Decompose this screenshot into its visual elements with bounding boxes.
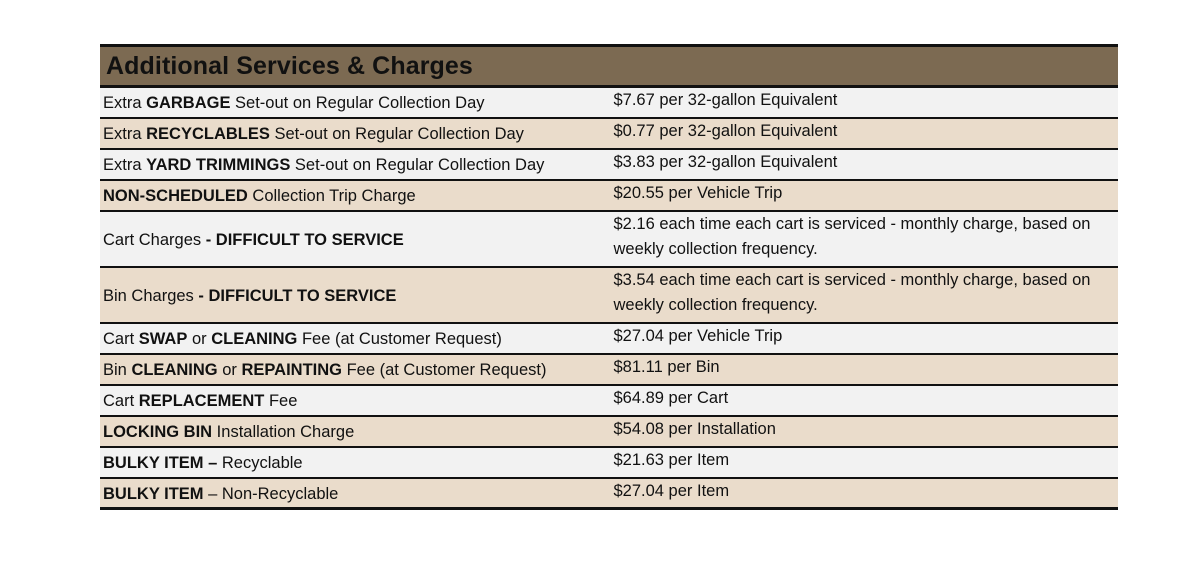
table-row (100, 88, 1118, 119)
services-charges-table (100, 44, 1118, 510)
service-label-text: Bin Charges (103, 286, 199, 305)
table-row (100, 181, 1118, 212)
service-label (103, 228, 404, 253)
table-row (100, 150, 1118, 181)
service-label-text: Extra (103, 94, 147, 112)
service-label-bold: YARD TRIMMINGS (146, 156, 291, 174)
service-label-bold: - DIFFICULT TO SERVICE (205, 230, 404, 249)
table-row (100, 386, 1118, 417)
service-cell (100, 268, 613, 322)
charge-value: $27.04 per Item (613, 482, 730, 500)
service-label-bold: REPLACEMENT (138, 392, 265, 410)
charge-value: $2.16 each time each cart is serviced - monthly charge, based on weekly collection frequency. (613, 215, 1091, 258)
service-label-text: Fee (at Customer Request) (297, 330, 502, 348)
table-row (100, 417, 1118, 448)
service-label-bold: SWAP (138, 330, 188, 348)
table-row (100, 212, 1118, 268)
service-label-text: or (187, 330, 212, 348)
service-cell (100, 355, 613, 384)
charge-value: $0.77 per 32-gallon Equivalent (613, 122, 838, 140)
service-cell (100, 324, 613, 353)
service-label-bold: GARBAGE (146, 94, 231, 112)
charge-cell (613, 324, 1119, 353)
service-label-bold: BULKY ITEM (103, 485, 204, 503)
service-label-text: Extra (103, 156, 147, 174)
service-label (103, 284, 396, 309)
service-label (103, 389, 297, 414)
charge-cell (613, 150, 1119, 179)
service-cell (100, 448, 613, 477)
service-label-bold: CLEANING (211, 330, 298, 348)
charge-cell (613, 268, 1119, 322)
service-label (103, 451, 303, 476)
service-label-bold: LOCKING BIN (103, 423, 213, 441)
service-cell (100, 181, 613, 210)
charge-cell (613, 88, 1119, 117)
service-label-bold: RECYCLABLES (146, 125, 270, 143)
charge-value: $7.67 per 32-gallon Equivalent (613, 91, 838, 109)
charge-value: $21.63 per Item (613, 451, 730, 469)
table-title: Additional Services & Charges (106, 51, 473, 80)
charge-value: $20.55 per Vehicle Trip (613, 184, 783, 202)
service-label-bold: NON-SCHEDULED (103, 187, 248, 205)
service-label-bold: - DIFFICULT TO SERVICE (198, 286, 397, 305)
charge-cell (613, 417, 1119, 446)
service-label-text: Extra (103, 125, 147, 143)
charge-cell (613, 386, 1119, 415)
service-label-text: Recyclable (217, 454, 303, 472)
service-cell (100, 417, 613, 446)
service-label-text: – Non-Recyclable (203, 485, 339, 503)
service-cell (100, 88, 613, 117)
charge-cell (613, 119, 1119, 148)
charge-cell (613, 355, 1119, 384)
service-cell (100, 479, 613, 507)
service-cell (100, 212, 613, 266)
service-label-text: Set-out on Regular Collection Day (290, 156, 545, 174)
service-label (103, 91, 485, 116)
service-cell (100, 119, 613, 148)
service-label-text: Bin (103, 361, 132, 379)
service-label (103, 420, 354, 445)
service-label-bold: REPAINTING (241, 361, 342, 379)
service-label-text: or (217, 361, 242, 379)
table-body (100, 88, 1118, 510)
service-label (103, 358, 546, 383)
charge-value: $27.04 per Vehicle Trip (613, 327, 783, 345)
service-label-text: Set-out on Regular Collection Day (269, 125, 524, 143)
service-label (103, 184, 416, 209)
table-row (100, 448, 1118, 479)
service-label-text: Collection Trip Charge (247, 187, 416, 205)
service-label (103, 153, 544, 178)
table-row (100, 355, 1118, 386)
charge-value: $3.54 each time each cart is serviced - monthly charge, based on weekly collection frequency. (613, 271, 1091, 314)
service-label-text: Cart (103, 392, 139, 410)
charge-cell (613, 181, 1119, 210)
table-row (100, 268, 1118, 324)
service-label-text: Set-out on Regular Collection Day (230, 94, 485, 112)
service-label-text: Cart Charges (103, 230, 206, 249)
charge-value: $54.08 per Installation (613, 420, 776, 438)
service-cell (100, 150, 613, 179)
service-label-bold: CLEANING (131, 361, 218, 379)
service-label-text: Installation Charge (212, 423, 355, 441)
service-label-text: Fee (264, 392, 298, 410)
service-label-text: Fee (at Customer Request) (341, 361, 547, 379)
charge-value: $3.83 per 32-gallon Equivalent (613, 153, 838, 171)
charge-cell (613, 212, 1119, 266)
charge-value: $81.11 per Bin (613, 358, 720, 376)
service-label-text: Cart (103, 330, 139, 348)
charge-cell (613, 448, 1119, 477)
charge-cell (613, 479, 1119, 507)
table-row (100, 479, 1118, 510)
service-label-bold: BULKY ITEM – (103, 454, 218, 472)
service-label (103, 482, 338, 507)
table-row (100, 324, 1118, 355)
charge-value: $64.89 per Cart (613, 389, 729, 407)
service-cell (100, 386, 613, 415)
service-label (103, 327, 502, 352)
service-label (103, 122, 524, 147)
table-header (100, 44, 1118, 88)
table-row (100, 119, 1118, 150)
